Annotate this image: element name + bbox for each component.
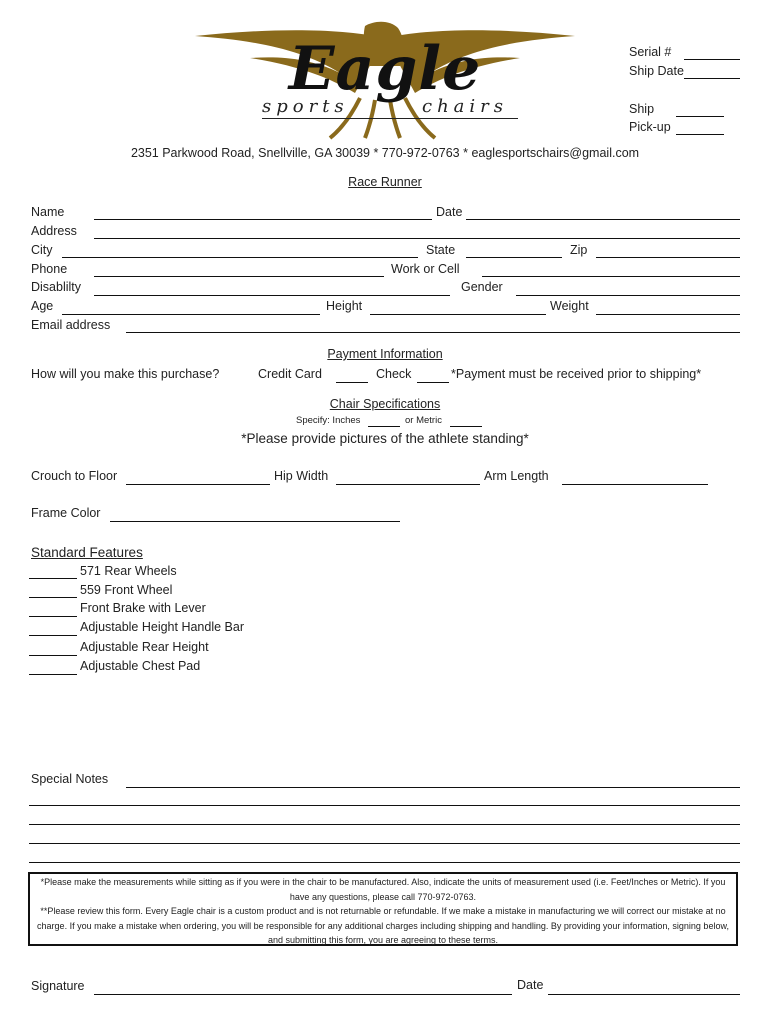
height-label: Height <box>326 299 363 313</box>
signature-date-label: Date <box>517 978 544 992</box>
feature-check-field[interactable] <box>29 635 77 636</box>
logo-wordmark: Eagle <box>288 34 482 104</box>
special-notes-field-4[interactable] <box>29 843 740 844</box>
ship-date-field[interactable] <box>684 78 740 79</box>
signature-label: Signature <box>31 979 85 993</box>
city-label: City <box>31 243 53 257</box>
special-notes-field-1[interactable] <box>126 787 740 788</box>
work-cell-field[interactable] <box>482 276 740 277</box>
email-label: Email address <box>31 318 111 332</box>
arm-length-label: Arm Length <box>484 469 549 483</box>
age-label: Age <box>31 299 54 313</box>
special-notes-label: Special Notes <box>31 772 109 786</box>
address-label: Address <box>31 224 77 238</box>
inches-field[interactable] <box>368 426 400 427</box>
standard-features-heading: Standard Features <box>31 545 143 560</box>
name-field[interactable] <box>94 219 432 220</box>
disclaimer-terms-note: **Please review this form. Every Eagle chair is a custom product and is not returnable or refundable. If we make a mistake in manufacturing we will correct our mistake at no charge. If you make a mistake when ordering, you will be responsible for any additional charges including shipping and handling. By providing your information, signing below, and submitting this form, you are agreeing to these terms. <box>37 906 729 945</box>
eagle-logo <box>190 18 580 140</box>
pickup-label: Pick-up <box>629 120 671 134</box>
serial-field[interactable] <box>684 59 740 60</box>
feature-check-field[interactable] <box>29 674 77 675</box>
weight-label: Weight <box>550 299 589 313</box>
disability-field[interactable] <box>94 295 450 296</box>
chair-specs-heading: Chair Specifications <box>329 397 441 411</box>
pictures-note: *Please provide pictures of the athlete standing* <box>241 431 529 446</box>
age-field[interactable] <box>62 314 320 315</box>
special-notes-field-3[interactable] <box>29 824 740 825</box>
state-field[interactable] <box>466 257 562 258</box>
payment-note: *Payment must be received prior to shipping* <box>451 367 702 381</box>
zip-field[interactable] <box>596 257 740 258</box>
city-field[interactable] <box>62 257 418 258</box>
check-field[interactable] <box>417 382 449 383</box>
frame-color-field[interactable] <box>110 521 400 522</box>
gender-field[interactable] <box>516 295 740 296</box>
form-title: Race Runner <box>348 175 422 189</box>
special-notes-field-5[interactable] <box>29 862 740 863</box>
feature-check-field[interactable] <box>29 655 77 656</box>
credit-card-label: Credit Card <box>258 367 322 381</box>
feature-item: 559 Front Wheel <box>80 583 173 597</box>
payment-heading: Payment Information <box>327 347 443 361</box>
state-label: State <box>426 243 456 257</box>
disclaimer-measurement-note: *Please make the measurements while sitting as if you were in the chair to be manufactured. Also, indicate the units of measurement used (i.e. Feet/Inches or Metric). If you have any questions, please call 770-972-0763. <box>40 877 726 902</box>
hip-width-label: Hip Width <box>274 469 329 483</box>
ship-date-label: Ship Date <box>629 64 684 78</box>
email-field[interactable] <box>126 332 740 333</box>
logo-underline <box>262 118 518 119</box>
ship-field[interactable] <box>676 116 724 117</box>
serial-label: Serial # <box>629 45 672 59</box>
date-field[interactable] <box>466 219 740 220</box>
check-label: Check <box>376 367 412 381</box>
feature-item: 571 Rear Wheels <box>80 564 177 578</box>
feature-check-field[interactable] <box>29 597 77 598</box>
feature-item: Adjustable Chest Pad <box>80 659 201 673</box>
pickup-field[interactable] <box>676 134 724 135</box>
credit-card-field[interactable] <box>336 382 368 383</box>
disclaimer-box <box>28 872 738 946</box>
crouch-label: Crouch to Floor <box>31 469 118 483</box>
feature-item: Adjustable Height Handle Bar <box>80 620 244 634</box>
arm-length-field[interactable] <box>562 484 708 485</box>
frame-color-label: Frame Color <box>31 506 101 520</box>
ship-label: Ship <box>629 102 655 116</box>
company-address: 2351 Parkwood Road, Snellville, GA 30039 * 770-972-0763 * eaglesportschairs@gmail.com <box>130 146 640 160</box>
weight-field[interactable] <box>596 314 740 315</box>
or-metric-label: or Metric <box>405 415 442 426</box>
specify-inches-label: Specify: Inches <box>296 415 361 426</box>
logo-sub-left: sports <box>262 96 349 117</box>
date-label: Date <box>436 205 463 219</box>
logo-sub-right: chairs <box>422 96 509 117</box>
hip-width-field[interactable] <box>336 484 480 485</box>
signature-date-field[interactable] <box>548 994 740 995</box>
feature-item: Adjustable Rear Height <box>80 640 209 654</box>
name-label: Name <box>31 205 65 219</box>
disability-label: Disablilty <box>31 280 82 294</box>
gender-label: Gender <box>461 280 503 294</box>
special-notes-field-2[interactable] <box>29 805 740 806</box>
payment-question: How will you make this purchase? <box>31 367 220 381</box>
zip-label: Zip <box>570 243 588 257</box>
feature-check-field[interactable] <box>29 578 77 579</box>
signature-field[interactable] <box>94 994 512 995</box>
work-cell-label: Work or Cell <box>391 262 460 276</box>
crouch-field[interactable] <box>126 484 270 485</box>
height-field[interactable] <box>370 314 546 315</box>
address-field[interactable] <box>94 238 740 239</box>
feature-item: Front Brake with Lever <box>80 601 206 615</box>
metric-field[interactable] <box>450 426 482 427</box>
feature-check-field[interactable] <box>29 616 77 617</box>
phone-label: Phone <box>31 262 68 276</box>
phone-field[interactable] <box>94 276 384 277</box>
